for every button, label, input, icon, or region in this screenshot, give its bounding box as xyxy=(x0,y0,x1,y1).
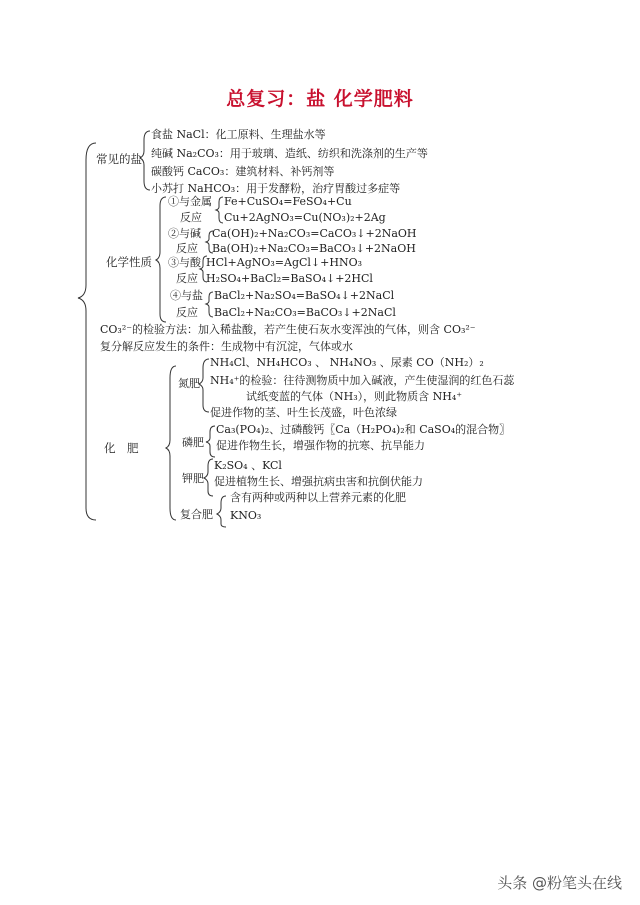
eq-base-2: Ba(OH)₂+Na₂CO₃=BaCO₃↓+2NaOH xyxy=(212,242,416,255)
prop-base-sub: 反应 xyxy=(176,242,198,255)
nitrogen-label: 氮肥 xyxy=(178,377,200,390)
eq-base-1: Ca(OH)₂+Na₂CO₃=CaCO₃↓+2NaOH xyxy=(212,227,417,240)
nitrogen-line-4: 促进作物的茎、叶生长茂盛，叶色浓绿 xyxy=(210,406,397,419)
eq-acid-2: H₂SO₄+BaCl₂=BaSO₄↓+2HCl xyxy=(206,272,373,285)
phosphorus-line-2: 促进作物生长，增强作物的抗寒、抗旱能力 xyxy=(216,439,425,452)
double-decomposition-line: 复分解反应发生的条件：生成物中有沉淀，气体或水 xyxy=(100,340,353,353)
prop-acid-sub: 反应 xyxy=(176,272,198,285)
prop-salt-head: ④与盐 xyxy=(170,289,203,302)
compound-label: 复合肥 xyxy=(180,508,213,521)
phosphorus-label: 磷肥 xyxy=(182,436,204,449)
phosphorus-line-1: Ca₃(PO₄)₂、过磷酸钙〖Ca（H₂PO₄)₂和 CaSO₄的混合物〗 xyxy=(216,423,511,436)
prop-base-head: ②与碱 xyxy=(168,227,201,240)
watermark: 头条 @粉笔头在线 xyxy=(497,874,622,892)
potassium-label: 钾肥 xyxy=(182,472,204,485)
chemical-properties-label: 化学性质 xyxy=(106,255,152,269)
co3-test-line: CO₃²⁻的检验方法：加入稀盐酸，若产生使石灰水变浑浊的气体，则含 CO₃²⁻ xyxy=(100,323,476,336)
compound-line-1: 含有两种或两种以上营养元素的化肥 xyxy=(230,491,406,504)
eq-metal-1: Fe+CuSO₄=FeSO₄+Cu xyxy=(224,195,352,208)
nitrogen-line-3: 试纸变蓝的气体（NH₃），则此物质含 NH₄⁺ xyxy=(246,390,463,403)
common-salts-label: 常见的盐 xyxy=(96,152,142,166)
fertilizers-label: 化 肥 xyxy=(104,441,139,455)
salt-item-na2co3: 纯碱 Na₂CO₃：用于玻璃、造纸、纺织和洗涤剂的生产等 xyxy=(151,147,428,160)
salt-item-nahco3: 小苏打 NaHCO₃：用于发酵粉，治疗胃酸过多症等 xyxy=(151,182,401,195)
compound-line-2: KNO₃ xyxy=(230,509,262,522)
salt-item-caco3: 碳酸钙 CaCO₃：建筑材料、补钙剂等 xyxy=(151,165,335,178)
prop-metal-head: ①与金属 xyxy=(168,195,212,208)
potassium-line-1: K₂SO₄ 、KCl xyxy=(214,459,282,472)
eq-salt-2: BaCl₂+Na₂CO₃=BaCO₃↓+2NaCl xyxy=(214,306,396,319)
prop-acid-head: ③与酸 xyxy=(168,256,201,269)
potassium-line-2: 促进植物生长、增强抗病虫害和抗倒伏能力 xyxy=(214,475,423,488)
eq-metal-2: Cu+2AgNO₃=Cu(NO₃)₂+2Ag xyxy=(224,211,386,224)
prop-salt-sub: 反应 xyxy=(176,306,198,319)
salt-item-nacl: 食盐 NaCl：化工原料、生理盐水等 xyxy=(151,128,326,141)
prop-metal-sub: 反应 xyxy=(180,211,202,224)
page-title: 总复习：盐 化学肥料 xyxy=(226,88,414,110)
nitrogen-line-1: NH₄Cl、NH₄HCO₃ 、 NH₄NO₃ 、尿素 CO（NH₂）₂ xyxy=(210,356,484,369)
eq-acid-1: HCl+AgNO₃=AgCl↓+HNO₃ xyxy=(206,256,362,269)
eq-salt-1: BaCl₂+Na₂SO₄=BaSO₄↓+2NaCl xyxy=(214,289,395,302)
nitrogen-line-2: NH₄⁺的检验：往待测物质中加入碱液，产生使湿润的红色石蕊 xyxy=(210,374,515,387)
